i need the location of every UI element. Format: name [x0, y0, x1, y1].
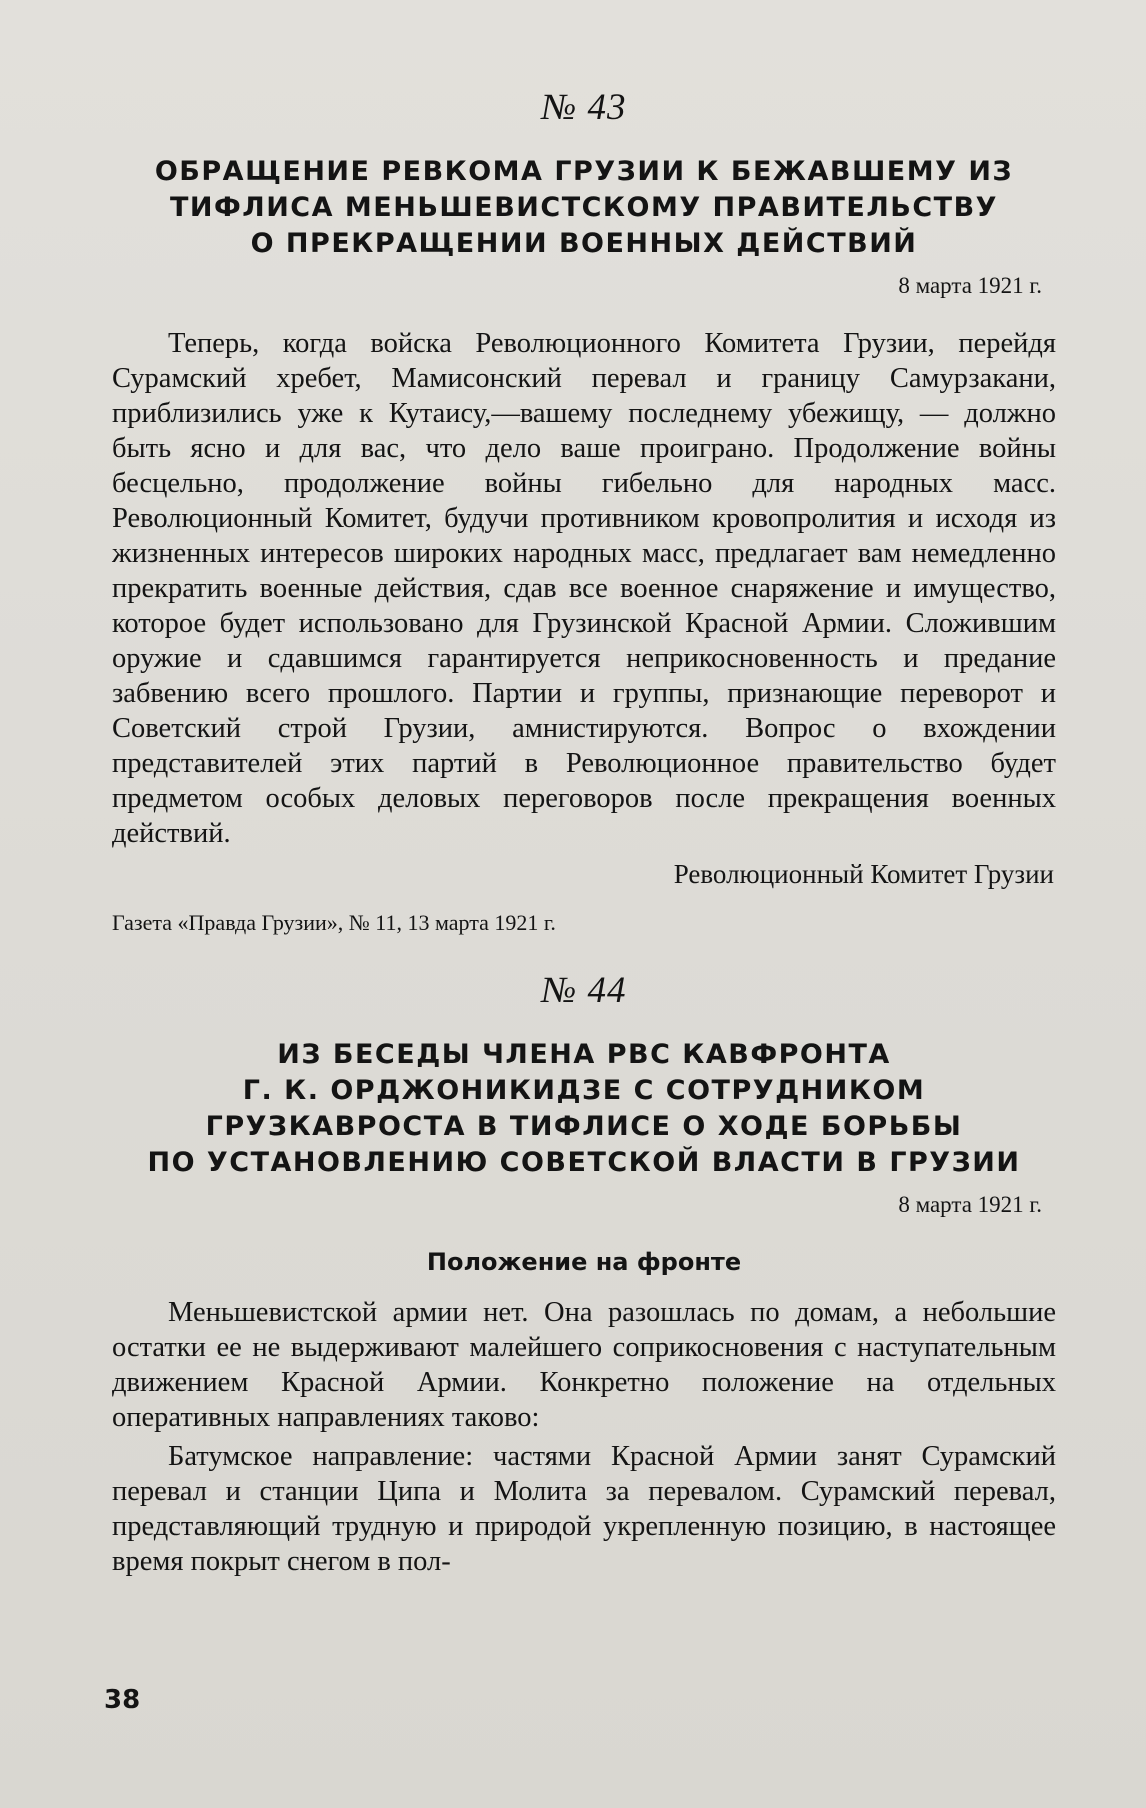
title-line: ПО УСТАНОВЛЕНИЮ СОВЕТСКОЙ ВЛАСТИ В ГРУЗИИ	[147, 1147, 1021, 1178]
document-date: 8 марта 1921 г.	[898, 273, 1042, 298]
title-line: О ПРЕКРАЩЕНИИ ВОЕННЫХ ДЕЙСТВИЙ	[250, 228, 918, 259]
document-43	[112, 88, 1056, 937]
document-body	[112, 1295, 1056, 1579]
signature: Революционный Комитет Грузии	[673, 859, 1054, 889]
paragraph: Теперь, когда войска Революционного Комитета Грузии, перейдя Сурамский хребет, Мамисонский перевал и границу Самурзакани, приблизились уже к Кутаису,—вашему последнему убежищу, — должно быть ясно и для вас, что дело ваше проиграно. Продолжение войны бесцельно, продолжение войны гибельно для народных масс. Революционный Комитет, будучи противником кровопролития и исходя из жизненных интересов широких народных масс, предлагает вам немедленно прекратить военные действия, сдав все военное снаряжение и имущество, которое будет использовано для Грузинской Красной Армии. Сложившим оружие и сдавшимся гарантируется неприкосновенность и предание забвению всего прошлого. Партии и группы, признающие переворот и Советский строй Грузии, амнистируются. Вопрос о вхождении представителей этих партий в Революционное правительство будет предметом особых деловых переговоров после прекращения военных действий.	[112, 328, 1056, 849]
title-line: ОБРАЩЕНИЕ РЕВКОМА ГРУЗИИ К БЕЖАВШЕМУ ИЗ	[154, 156, 1014, 187]
section-subtitle: Положение на фронте	[426, 1248, 742, 1276]
document-44	[112, 971, 1056, 1579]
document-body	[112, 326, 1056, 851]
page-content	[112, 88, 1056, 1579]
document-number: № 43	[541, 87, 627, 128]
title-line: ГРУЗКАВРОСТА В ТИФЛИСЕ О ХОДЕ БОРЬБЫ	[205, 1111, 963, 1142]
source-citation: Газета «Правда Грузии», № 11, 13 марта 1921 г.	[112, 910, 556, 935]
document-date: 8 марта 1921 г.	[898, 1192, 1042, 1217]
title-line: ИЗ БЕСЕДЫ ЧЛЕНА РВС КАВФРОНТА	[277, 1039, 891, 1070]
title-line: Г. К. ОРДЖОНИКИДЗЕ С СОТРУДНИКОМ	[242, 1075, 926, 1106]
page-number: 38	[104, 1685, 141, 1715]
paragraph: Меньшевистской армии нет. Она разошлась по домам, а небольшие остатки ее не выдерживают малейшего соприкосновения с наступательным движением Красной Армии. Конкретно положение на отдельных оперативных направлениях таково:	[112, 1297, 1056, 1433]
paragraph: Батумское направление: частями Красной Армии занят Сурамский перевал и станции Ципа и Молита за перевалом. Сурамский перевал, представляющий трудную и природой укрепленную позицию, в настоящее время покрыт снегом в пол-	[112, 1441, 1056, 1577]
title-line: ТИФЛИСА МЕНЬШЕВИСТСКОМУ ПРАВИТЕЛЬСТВУ	[170, 192, 998, 223]
document-title	[112, 154, 1056, 262]
document-title	[112, 1037, 1056, 1181]
document-number: № 44	[541, 970, 627, 1011]
